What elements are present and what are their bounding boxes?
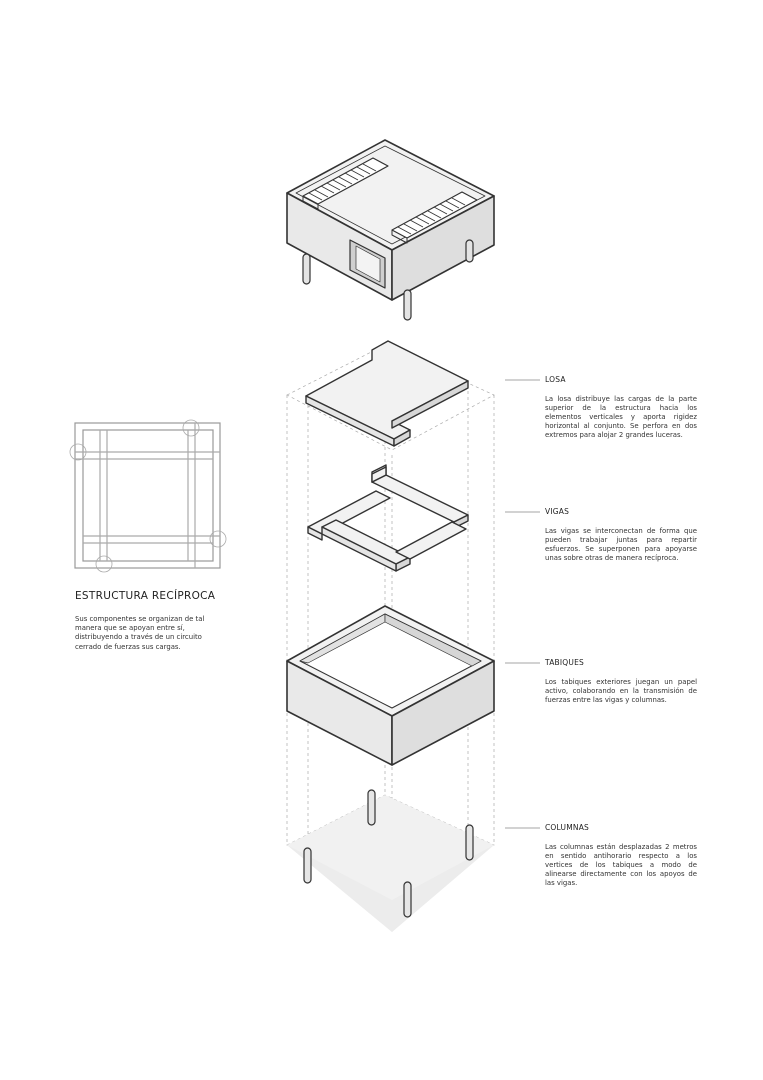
reciprocal-structure-description: Sus componentes se organizan de tal manera que se apoyan entre sí, distribuyendo a través de un circuito cerrado de fuerzas sus cargas. [75, 615, 205, 651]
beams-title: VIGAS [545, 507, 570, 516]
leader-lines [505, 380, 540, 828]
slab-description: La losa distribuye las cargas de la parte superior de la estructura hacia los elementos verticales y aporta rigidez horizontal al conjunto. Se perfora en dos extremos para alojar 2 grandes luceras. [545, 395, 697, 440]
walls-description: Los tabiques exteriores juegan un papel activo, colaborando en la transmisión de fuerzas entre las vigas y columnas. [545, 678, 697, 705]
assembled-building [287, 140, 494, 320]
walls-title: TABIQUES [545, 658, 584, 667]
reciprocal-structure-title: ESTRUCTURA RECÍPROCA [75, 590, 216, 602]
columns-description: Las columnas están desplazadas 2 metros en sentido antihorario respecto a los vertices de los tabiques a modo de alinearse directamente con los apoyos de las vigas. [545, 843, 697, 888]
beam-element [308, 465, 468, 571]
walls-element [287, 606, 494, 765]
slab-title: LOSA [545, 375, 566, 384]
beams-description: Las vigas se interconectan de forma que pueden trabajar juntas para repartir esfuerzos. Se superponen para apoyarse unas sobre otras de manera recíproca. [545, 527, 697, 563]
columns-title: COLUMNAS [545, 823, 590, 832]
slab-element [306, 341, 468, 446]
reciprocal-plan-diagram [70, 420, 226, 572]
